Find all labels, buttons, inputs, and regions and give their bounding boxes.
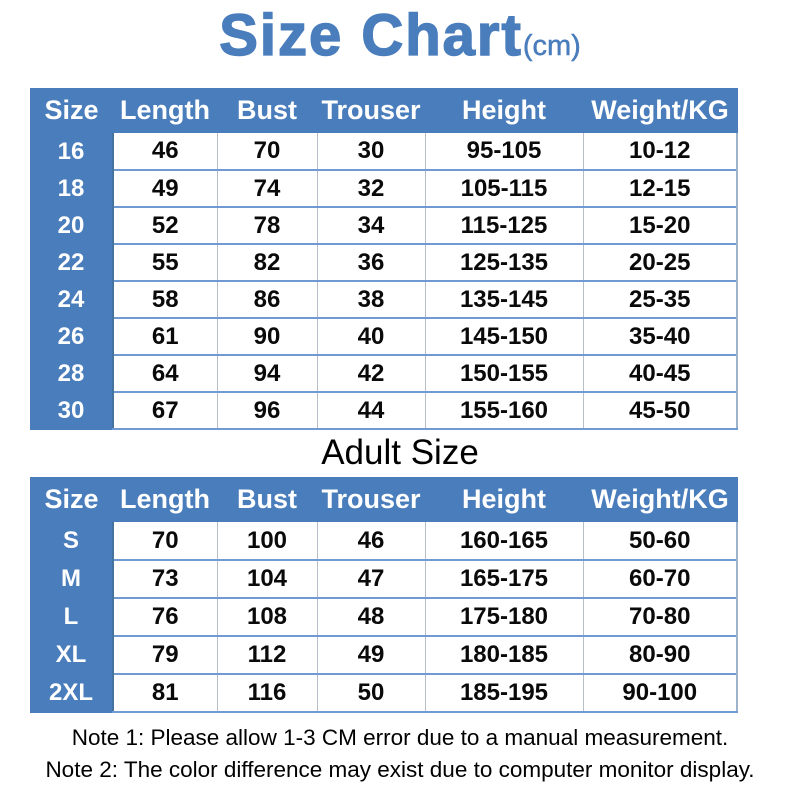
size-label: 20 — [30, 207, 113, 244]
size-label: XL — [30, 636, 113, 674]
data-cell: 180-185 — [425, 636, 583, 674]
data-cell: 70-80 — [583, 598, 737, 636]
data-cell: 30 — [317, 133, 425, 170]
table-row — [30, 281, 737, 318]
table-row — [30, 598, 737, 636]
data-cell: 155-160 — [425, 392, 583, 429]
table-row — [30, 170, 737, 207]
size-label: 30 — [30, 392, 113, 429]
data-cell: 79 — [113, 636, 217, 674]
page-title — [0, 2, 800, 69]
data-cell: 58 — [113, 281, 217, 318]
data-cell: 15-20 — [583, 207, 737, 244]
data-cell: 150-155 — [425, 355, 583, 392]
data-cell: 70 — [113, 522, 217, 560]
table-row — [30, 207, 737, 244]
data-cell: 64 — [113, 355, 217, 392]
data-cell: 108 — [217, 598, 317, 636]
header-cell-size: Size — [44, 484, 99, 514]
table-row — [30, 355, 737, 392]
size-label: 26 — [30, 318, 113, 355]
notes-block — [0, 722, 800, 786]
data-cell: 45-50 — [583, 392, 737, 429]
adult-size-table — [30, 477, 738, 713]
data-cell: 48 — [317, 598, 425, 636]
data-cell: 135-145 — [425, 281, 583, 318]
data-cell: 100 — [217, 522, 317, 560]
data-cell: 32 — [317, 170, 425, 207]
data-cell: 175-180 — [425, 598, 583, 636]
data-cell: 42 — [317, 355, 425, 392]
note-line-2: Note 2: The color difference may exist due to computer monitor display. — [45, 757, 755, 782]
data-cell: 78 — [217, 207, 317, 244]
data-cell: 44 — [317, 392, 425, 429]
data-cell: 52 — [113, 207, 217, 244]
size-label: 28 — [30, 355, 113, 392]
table-row — [30, 636, 737, 674]
size-label: M — [30, 560, 113, 598]
data-cell: 165-175 — [425, 560, 583, 598]
data-cell: 104 — [217, 560, 317, 598]
data-cell: 67 — [113, 392, 217, 429]
data-cell: 115-125 — [425, 207, 583, 244]
table-row — [30, 244, 737, 281]
page-title-unit: (cm) — [522, 30, 581, 62]
data-cell: 80-90 — [583, 636, 737, 674]
table-row — [30, 392, 737, 429]
data-cell: 40 — [317, 318, 425, 355]
data-cell: 96 — [217, 392, 317, 429]
data-cell: 160-165 — [425, 522, 583, 560]
data-cell: 105-115 — [425, 170, 583, 207]
table-row — [30, 522, 737, 560]
data-cell: 46 — [113, 133, 217, 170]
data-cell: 25-35 — [583, 281, 737, 318]
data-cell: 49 — [113, 170, 217, 207]
data-cell: 86 — [217, 281, 317, 318]
header-cell-length: Length — [120, 95, 210, 125]
size-label: L — [30, 598, 113, 636]
data-cell: 185-195 — [425, 674, 583, 712]
data-cell: 145-150 — [425, 318, 583, 355]
header-cell-weight: Weight/KG — [591, 484, 729, 514]
header-cell-bust: Bust — [237, 95, 297, 125]
data-cell: 60-70 — [583, 560, 737, 598]
header-cell-length: Length — [120, 484, 210, 514]
data-cell: 12-15 — [583, 170, 737, 207]
data-cell: 125-135 — [425, 244, 583, 281]
header-cell-trouser: Trouser — [321, 95, 421, 125]
data-cell: 90-100 — [583, 674, 737, 712]
data-cell: 20-25 — [583, 244, 737, 281]
data-cell: 55 — [113, 244, 217, 281]
data-cell: 47 — [317, 560, 425, 598]
size-label: 22 — [30, 244, 113, 281]
header-cell-height: Height — [462, 484, 546, 514]
data-cell: 50 — [317, 674, 425, 712]
data-cell: 76 — [113, 598, 217, 636]
data-cell: 70 — [217, 133, 317, 170]
size-label: 16 — [30, 133, 113, 170]
data-cell: 36 — [317, 244, 425, 281]
data-cell: 82 — [217, 244, 317, 281]
header-cell-weight: Weight/KG — [591, 95, 729, 125]
data-cell: 112 — [217, 636, 317, 674]
table-row — [30, 133, 737, 170]
data-cell: 74 — [217, 170, 317, 207]
data-cell: 46 — [317, 522, 425, 560]
data-cell: 94 — [217, 355, 317, 392]
header-cell-trouser: Trouser — [321, 484, 421, 514]
size-label: S — [30, 522, 113, 560]
adult-size-heading: Adult Size — [321, 433, 479, 472]
table-row — [30, 674, 737, 712]
note-line-1: Note 1: Please allow 1-3 CM error due to a manual measurement. — [71, 725, 729, 750]
data-cell: 35-40 — [583, 318, 737, 355]
data-cell: 81 — [113, 674, 217, 712]
size-label: 2XL — [30, 674, 113, 712]
kids-header-row — [30, 88, 737, 133]
size-label: 18 — [30, 170, 113, 207]
data-cell: 40-45 — [583, 355, 737, 392]
adult-header-row — [30, 477, 737, 522]
data-cell: 10-12 — [583, 133, 737, 170]
header-cell-size: Size — [44, 95, 99, 125]
page-title-text: Size Chart — [219, 3, 523, 68]
data-cell: 50-60 — [583, 522, 737, 560]
table-row — [30, 318, 737, 355]
data-cell: 73 — [113, 560, 217, 598]
data-cell: 34 — [317, 207, 425, 244]
kids-size-table — [30, 88, 738, 430]
header-cell-bust: Bust — [237, 484, 297, 514]
data-cell: 95-105 — [425, 133, 583, 170]
table-row — [30, 560, 737, 598]
data-cell: 38 — [317, 281, 425, 318]
data-cell: 61 — [113, 318, 217, 355]
data-cell: 49 — [317, 636, 425, 674]
header-cell-height: Height — [462, 95, 546, 125]
size-label: 24 — [30, 281, 113, 318]
data-cell: 116 — [217, 674, 317, 712]
data-cell: 90 — [217, 318, 317, 355]
